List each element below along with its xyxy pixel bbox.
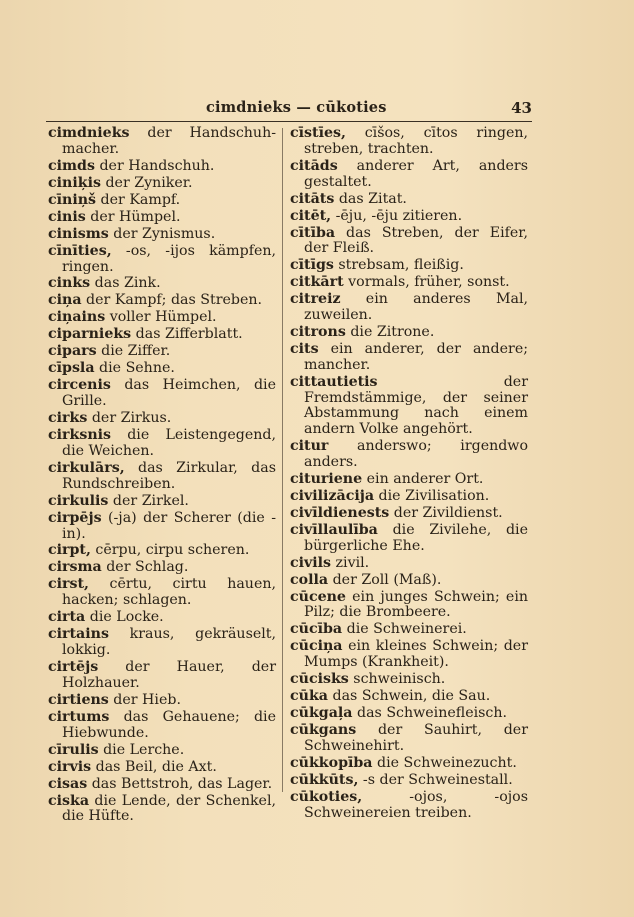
definition: die Schweinerei.	[342, 621, 467, 638]
dictionary-entry	[48, 276, 276, 292]
dictionary-entry	[290, 275, 528, 291]
headword: cirvis	[48, 758, 92, 775]
definition: der Hauer, der Holzhauer.	[62, 659, 276, 691]
dictionary-entry	[48, 176, 276, 192]
dictionary-entry	[48, 577, 276, 609]
headword: ciska	[48, 792, 90, 809]
headword: cūkgaļa	[290, 705, 353, 722]
headword: cirtiens	[48, 691, 109, 708]
dictionary-entry	[48, 428, 276, 460]
dictionary-entry	[290, 226, 528, 258]
page-number: 43	[511, 99, 532, 117]
definition: ein anderer, der andere; mancher.	[304, 341, 528, 373]
definition: cērtu, cirtu hauen, hacken; schlagen.	[62, 576, 276, 609]
dictionary-entry	[48, 543, 276, 559]
headword: cūkkūts,	[290, 771, 359, 788]
headword: cūcība	[290, 621, 343, 638]
definition: cīšos, cītos ringen, streben, trachten.	[304, 125, 528, 157]
dictionary-entry	[290, 573, 528, 589]
definition: -s der Schweinestall.	[358, 771, 513, 788]
definition: das Beil, die Axt.	[91, 758, 217, 775]
dictionary-entry	[48, 344, 276, 360]
dictionary-entry	[48, 627, 276, 659]
headword: citāts	[290, 190, 335, 207]
dictionary-entry	[48, 361, 276, 377]
dictionary-entry	[290, 209, 528, 225]
headword: cirksnis	[48, 427, 112, 444]
headword: cirtums	[48, 708, 110, 725]
definition: -ēju, -ēju zitieren.	[331, 207, 463, 224]
dictionary-entry	[48, 610, 276, 626]
dictionary-entry	[290, 773, 528, 789]
dictionary-entry	[48, 293, 276, 309]
definition: die Lende, der Schenkel, die Hüfte.	[62, 792, 276, 825]
dictionary-entry	[48, 743, 276, 759]
headword: cipars	[48, 343, 97, 360]
definition: das Bettstroh, das Lager.	[87, 775, 273, 792]
headword: cūka	[290, 688, 328, 705]
definition: die Lerche.	[98, 741, 185, 758]
dictionary-entry	[290, 489, 528, 505]
headword: cīnīties,	[48, 242, 112, 259]
headword: citkārt	[290, 274, 344, 291]
definition: das Zink.	[90, 275, 161, 292]
headword: cūkkopība	[290, 754, 373, 771]
dictionary-entry	[290, 790, 528, 822]
definition: der Handschuh.	[94, 157, 215, 174]
definition: die Ziffer.	[96, 343, 171, 360]
headword: cinks	[48, 275, 91, 292]
dictionary-entry	[290, 556, 528, 572]
definition: die Schweinezucht.	[372, 754, 517, 771]
definition: -os, -ijos kämpfen, ringen.	[62, 242, 276, 275]
definition: das Schweinefleisch.	[352, 705, 508, 722]
definition: das Zitat.	[334, 190, 407, 207]
headword: citēt,	[290, 207, 332, 224]
headword: cits	[290, 341, 319, 358]
headword: cinisms	[48, 225, 109, 242]
headword: cītība	[290, 224, 336, 241]
definition: der Zirkus.	[87, 410, 172, 427]
definition: die Zivilehe, die bürgerliche Ehe.	[304, 521, 528, 554]
headword: cirtējs	[48, 659, 99, 675]
definition: ein junges Schwein; ein Pilz; die Brombeere.	[304, 588, 528, 621]
definition: das Heimchen, die Grille.	[62, 377, 276, 410]
dictionary-entry	[290, 523, 528, 555]
headword: cītīgs	[290, 257, 334, 274]
headword: cūcene	[290, 588, 346, 605]
definition: -ojos, -ojos Schweinereien treiben.	[304, 788, 528, 821]
headword: civīllaulība	[290, 521, 378, 538]
headword: cirkulis	[48, 492, 109, 509]
dictionary-entry	[48, 210, 276, 226]
definition: zivil.	[331, 554, 370, 571]
dictionary-entry	[48, 327, 276, 343]
headword: cīniņš	[48, 191, 97, 208]
definition: strebsam, fleißig.	[333, 257, 464, 274]
headword: cirtains	[48, 626, 109, 643]
header-rule	[46, 121, 532, 122]
definition: das Zifferblatt.	[131, 326, 243, 343]
headword: ciņa	[48, 292, 82, 309]
dictionary-entry	[290, 590, 528, 622]
definition: der Zivildienst.	[389, 504, 503, 521]
dictionary-entry	[290, 622, 528, 638]
headword: ciniķis	[48, 174, 101, 191]
headword: cimds	[48, 157, 95, 174]
definition: der Zoll (Maß).	[328, 571, 442, 588]
page-header	[46, 99, 532, 119]
dictionary-entry	[48, 461, 276, 493]
headword: cūkoties,	[290, 788, 363, 805]
definition: der Schlag.	[101, 559, 189, 576]
right-column	[290, 126, 528, 823]
dictionary-entry	[290, 439, 528, 471]
headword: ciparnieks	[48, 326, 132, 343]
dictionary-entry	[290, 639, 528, 671]
definition: kraus, gekräuselt, lokkig.	[62, 626, 276, 659]
definition: voller Hümpel.	[105, 309, 217, 326]
definition: der Zyniker.	[100, 174, 193, 191]
headword: cūciņa	[290, 638, 343, 655]
headword: citur	[290, 438, 329, 455]
definition: schweinisch.	[348, 671, 446, 688]
dictionary-entry	[290, 325, 528, 341]
definition: anderer Art, anders gestaltet.	[304, 157, 528, 190]
dictionary-entry	[290, 756, 528, 772]
definition: der Handschuh-macher.	[62, 125, 276, 157]
dictionary-entry	[290, 472, 528, 488]
headword: citāds	[290, 157, 338, 174]
headword: cirks	[48, 410, 88, 427]
dictionary-entry	[290, 506, 528, 522]
definition: die Zivilisation.	[374, 487, 490, 504]
dictionary-entry	[48, 693, 276, 709]
dictionary-entry	[48, 777, 276, 793]
headword: cīpsla	[48, 360, 95, 377]
headword: cirst,	[48, 576, 89, 593]
dictionary-entry	[290, 706, 528, 722]
dictionary-entry	[48, 159, 276, 175]
definition: die Leistengegend, die Weichen.	[62, 427, 276, 459]
definition: der Zynismus.	[108, 225, 216, 242]
headword: cisas	[48, 775, 88, 792]
headword: cittautietis	[290, 373, 378, 390]
dictionary-entry	[290, 192, 528, 208]
definition: vormals, früher, sonst.	[343, 274, 510, 291]
column-divider	[282, 128, 283, 792]
dictionary-entry	[48, 378, 276, 410]
dictionary-entry	[290, 689, 528, 705]
definition: die Sehne.	[94, 360, 175, 377]
headword: cirpējs	[48, 509, 102, 526]
headword: cīstīes,	[290, 125, 346, 141]
definition: ein kleines Schwein; der Mumps (Krankheit).	[304, 638, 528, 671]
headword: cinis	[48, 208, 86, 225]
definition: die Zitrone.	[345, 324, 435, 341]
dictionary-entry	[48, 494, 276, 510]
dictionary-entry	[48, 794, 276, 826]
dictionary-entry	[48, 760, 276, 776]
running-head: cimdnieks — cūkoties	[206, 99, 387, 116]
dictionary-entry	[290, 672, 528, 688]
headword: cirpt,	[48, 542, 91, 559]
headword: cirsma	[48, 559, 102, 576]
headword: cirkulārs,	[48, 459, 125, 476]
headword: circenis	[48, 377, 111, 394]
definition: die Locke.	[85, 609, 164, 626]
dictionary-entry	[48, 193, 276, 209]
headword: colla	[290, 571, 329, 588]
definition: ein anderes Mal, zuweilen.	[304, 291, 528, 324]
definition: der Kampf.	[96, 191, 181, 208]
definition: der Hümpel.	[85, 208, 181, 225]
headword: citrons	[290, 324, 346, 341]
headword: cūcisks	[290, 671, 349, 688]
dictionary-entry	[48, 511, 276, 543]
headword: cūkgans	[290, 722, 357, 739]
dictionary-entry	[48, 660, 276, 692]
headword: ciņains	[48, 309, 106, 326]
definition: anderswo; irgendwo anders.	[304, 438, 528, 470]
dictionary-entry	[290, 723, 528, 755]
definition: das Zirkular, das Rundschreiben.	[62, 459, 276, 492]
headword: citreiz	[290, 291, 341, 308]
definition: der Zirkel.	[108, 492, 189, 509]
definition: (-ja) der Scherer (die -in).	[62, 509, 276, 542]
dictionary-entry	[48, 126, 276, 158]
definition: der Hieb.	[108, 691, 181, 708]
dictionary-entry	[48, 560, 276, 576]
dictionary-entry	[48, 244, 276, 276]
definition: der Sauhirt, der Schweinehirt.	[304, 722, 528, 754]
definition: das Streben, der Eifer, der Fleiß.	[304, 224, 528, 257]
dictionary-entry	[290, 292, 528, 324]
dictionary-entry	[290, 342, 528, 374]
definition: das Gehauene; die Hiebwunde.	[62, 708, 276, 741]
headword: cirta	[48, 609, 86, 626]
headword: cituriene	[290, 470, 363, 487]
definition: der Kampf; das Streben.	[81, 292, 263, 309]
dictionary-entry	[48, 710, 276, 742]
headword: civīldienests	[290, 504, 390, 521]
left-column	[48, 126, 276, 826]
dictionary-entry	[290, 258, 528, 274]
definition: der Fremdstämmige, der seiner Abstammung nach einem andern Volke angehört.	[304, 373, 528, 438]
definition: cērpu, cirpu scheren.	[90, 542, 250, 559]
definition: ein anderer Ort.	[362, 470, 484, 487]
dictionary-entry	[48, 310, 276, 326]
dictionary-entry	[290, 375, 528, 438]
headword: civils	[290, 554, 332, 571]
dictionary-entry	[290, 126, 528, 158]
dictionary-entry	[290, 159, 528, 191]
dictionary-entry	[48, 227, 276, 243]
dictionary-entry	[48, 411, 276, 427]
headword: cīrulis	[48, 741, 99, 758]
headword: civilizācija	[290, 487, 375, 504]
headword: cimdnieks	[48, 125, 130, 141]
definition: das Schwein, die Sau.	[327, 688, 491, 705]
